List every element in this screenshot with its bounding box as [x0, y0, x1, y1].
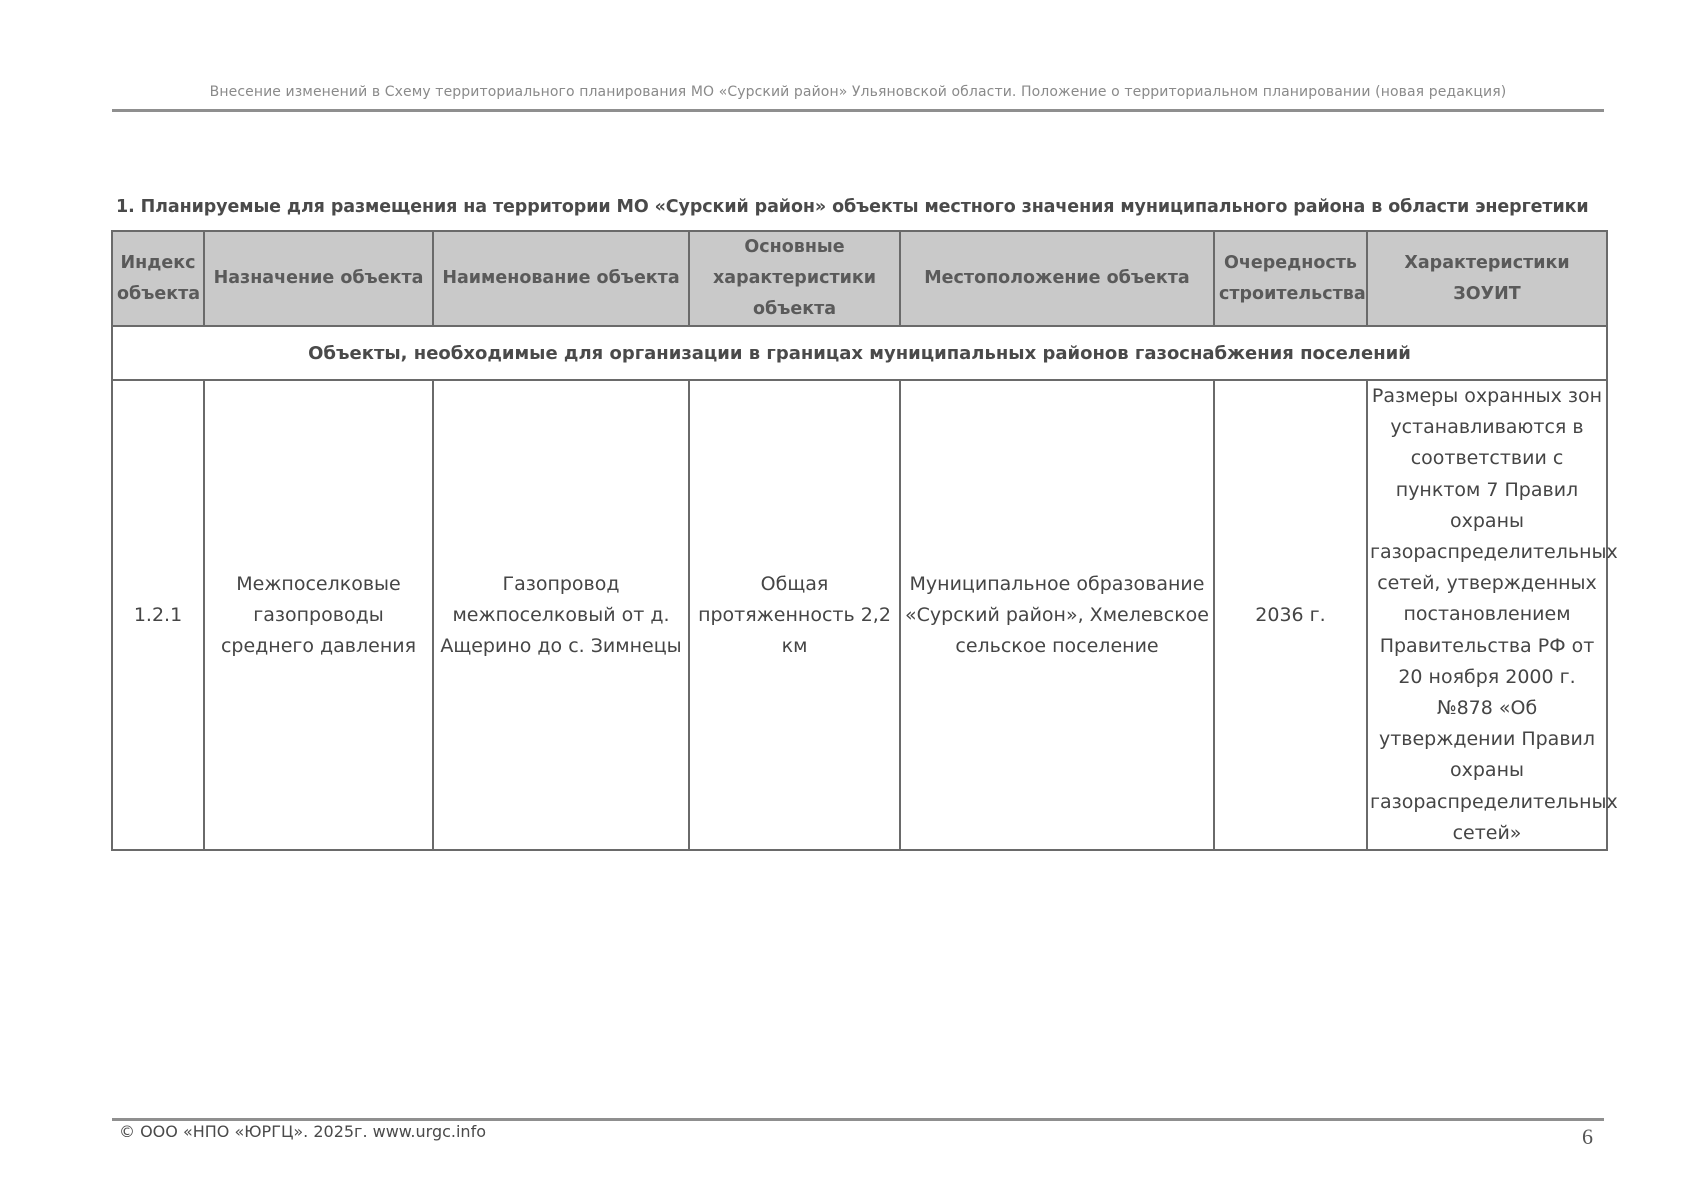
- header-divider: [112, 109, 1604, 112]
- section-title: 1. Планируемые для размещения на территории МО «Сурский район» объекты местного значения муниципального района в области энергетики: [116, 197, 1589, 217]
- table-row: [112, 380, 1607, 850]
- column-header-zouit: Характеристики ЗОУИТ: [1367, 231, 1607, 326]
- page-header: Внесение изменений в Схему территориального планирования МО «Сурский район» Ульяновской области. Положение о территориальном планировании (новая редакция): [209, 84, 1507, 100]
- footer-copyright: © ООО «НПО «ЮРГЦ». 2025г. www.urgc.info: [119, 1122, 486, 1141]
- column-header-name: Наименование объекта: [433, 231, 689, 326]
- column-header-stage: Очередность строительства: [1214, 231, 1367, 326]
- cell-purpose: Межпоселковые газопроводы среднего давления: [204, 380, 433, 850]
- column-header-index: Индекс объекта: [112, 231, 204, 326]
- cell-stage: 2036 г.: [1214, 380, 1367, 850]
- footer-divider: [112, 1118, 1604, 1121]
- cell-characteristics: Общая протяженность 2,2 км: [689, 380, 900, 850]
- group-title: Объекты, необходимые для организации в границах муниципальных районов газоснабжения поселений: [112, 326, 1607, 380]
- page-number: 6: [1582, 1124, 1593, 1149]
- objects-table: [111, 230, 1618, 851]
- cell-location: Муниципальное образование «Сурский район», Хмелевское сельское поселение: [900, 380, 1214, 850]
- column-header-characteristics: Основные характеристики объекта: [689, 231, 900, 326]
- table-group-row: [112, 326, 1607, 380]
- table-header-row: [112, 231, 1607, 326]
- cell-zouit: Размеры охранных зон устанавливаются в соответствии с пунктом 7 Правил охраны газораспределительных сетей, утвержденных постановлением Правительства РФ от 20 ноября 2000 г. №878 «Об утверждении Правил охраны газораспределительных сетей»: [1367, 380, 1607, 850]
- cell-index: 1.2.1: [112, 380, 204, 850]
- column-header-location: Местоположение объекта: [900, 231, 1214, 326]
- column-header-purpose: Назначение объекта: [204, 231, 433, 326]
- cell-name: Газопровод межпоселковый от д. Ащерино до с. Зимнецы: [433, 380, 689, 850]
